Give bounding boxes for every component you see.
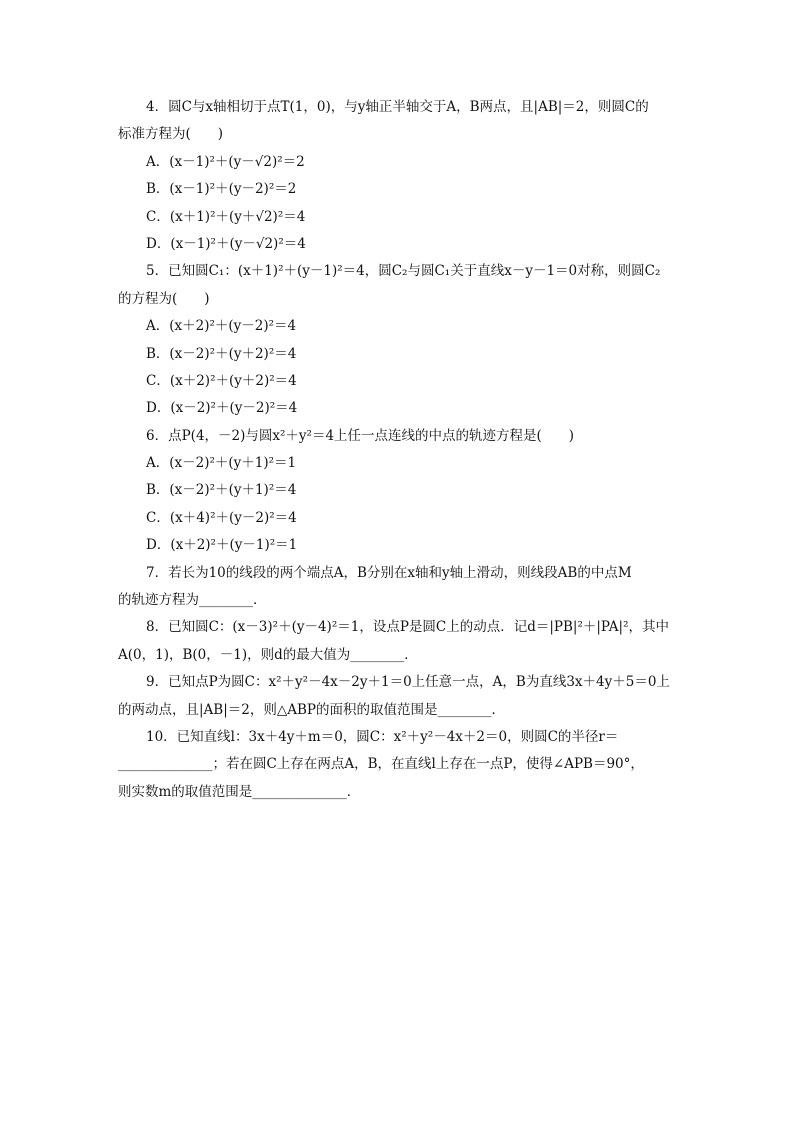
question-stem-continued: 的两动点，且|AB|＝2，则△ABP的面积的取值范围是________． — [118, 701, 505, 718]
question-8 — [118, 614, 680, 669]
question-stem-continued: 的方程为( ) — [118, 290, 210, 307]
question-9 — [118, 669, 680, 724]
question-stem-continued: 则实数m的取值范围是______________． — [118, 783, 361, 800]
answer-option-a: A．(x＋2)²＋(y－2)²＝4 — [146, 318, 297, 335]
question-4 — [118, 94, 680, 258]
question-stem: 6．点P(4，－2)与圆x²＋y²＝4上任一点连线的中点的轨迹方程是( ) — [146, 427, 575, 444]
question-stem: 5．已知圆C₁：(x＋1)²＋(y－1)²＝4，圆C₂与圆C₁关于直线x－y－1＝0对称，则圆C₂ — [146, 263, 661, 280]
question-list — [118, 94, 680, 806]
question-stem: 10．已知直线l：3x＋4y＋m＝0，圆C：x²＋y²－4x＋2＝0，则圆C的半径r＝ — [146, 728, 619, 745]
answer-option-c: C．(x＋1)²＋(y＋√2)²＝4 — [146, 208, 306, 225]
question-stem-continued: A(0，1)，B(0，－1)，则d的最大值为________． — [118, 646, 418, 663]
question-stem: 7．若长为10的线段的两个端点A，B分别在x轴和y轴上滑动，则线段AB的中点M — [146, 564, 632, 581]
answer-option-d: D．(x＋2)²＋(y－1)²＝1 — [146, 537, 298, 554]
question-stem-continued: 的轨迹方程为________． — [118, 592, 267, 609]
answer-option-d: D．(x－1)²＋(y－√2)²＝4 — [146, 235, 306, 252]
answer-option-a: A．(x－2)²＋(y＋1)²＝1 — [146, 455, 297, 472]
answer-option-a: A．(x－1)²＋(y－√2)²＝2 — [146, 153, 305, 170]
question-stem-continued: ______________；若在圆C上存在两点A，B，在直线l上存在一点P，使得∠APB＝90°， — [118, 756, 644, 773]
answer-option-c: C．(x＋2)²＋(y＋2)²＝4 — [146, 372, 297, 389]
question-6 — [118, 423, 680, 560]
answer-option-c: C．(x＋4)²＋(y－2)²＝4 — [146, 509, 297, 526]
answer-option-b: B．(x－1)²＋(y－2)²＝2 — [146, 181, 297, 198]
answer-option-d: D．(x－2)²＋(y－2)²＝4 — [146, 400, 298, 417]
question-stem: 9．已知点P为圆C：x²＋y²－4x－2y＋1＝0上任意一点，A，B为直线3x＋4y＋5＝0上 — [146, 674, 670, 691]
answer-option-b: B．(x－2)²＋(y＋1)²＝4 — [146, 482, 297, 499]
answer-option-b: B．(x－2)²＋(y＋2)²＝4 — [146, 345, 297, 362]
question-5 — [118, 258, 680, 422]
question-10 — [118, 724, 680, 806]
question-7 — [118, 560, 680, 615]
question-stem: 8．已知圆C：(x－3)²＋(y－4)²＝1，设点P是圆C上的动点．记d＝|PB|²＋|PA|²，其中 — [146, 619, 669, 636]
question-stem-continued: 标准方程为( ) — [118, 126, 224, 143]
question-stem: 4．圆C与x轴相切于点T(1，0)，与y轴正半轴交于A，B两点，且|AB|＝2，则圆C的 — [146, 99, 649, 115]
